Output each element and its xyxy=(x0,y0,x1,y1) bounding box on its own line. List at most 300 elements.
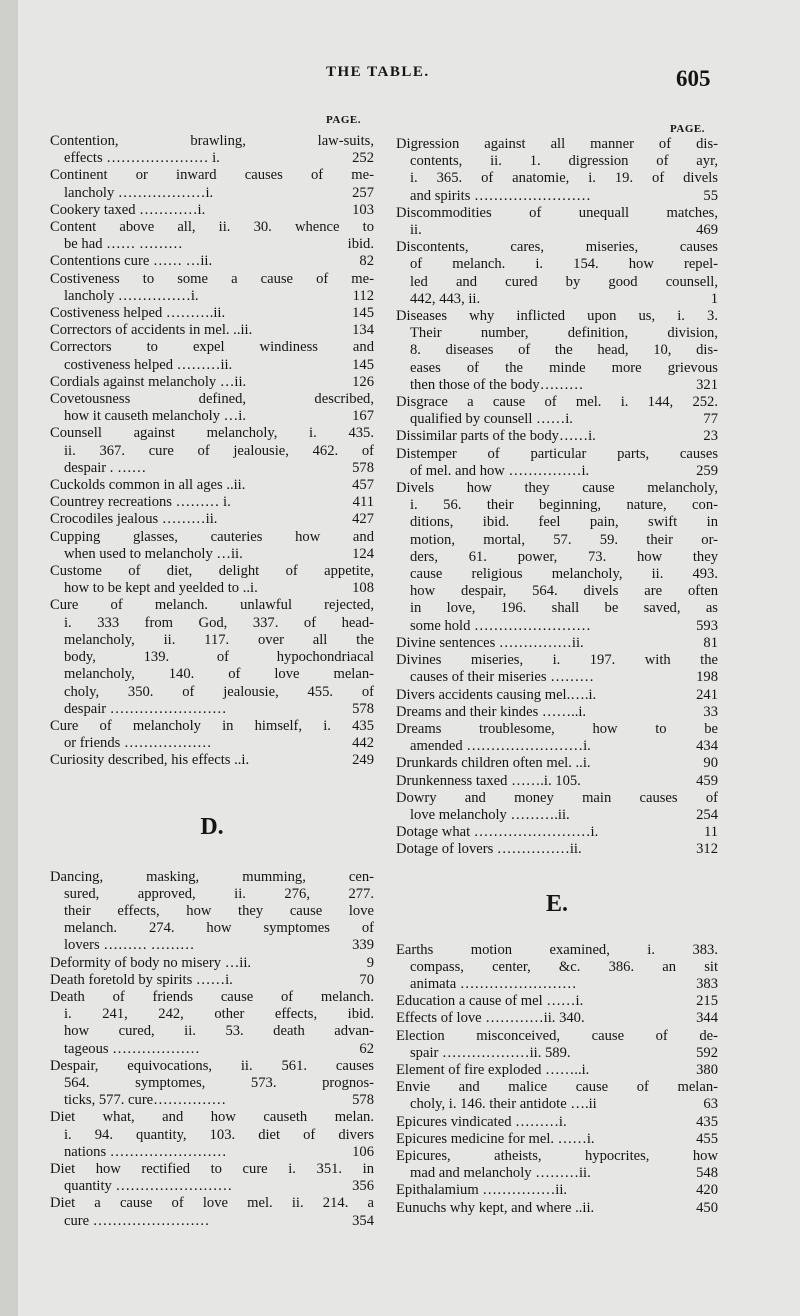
index-entry-text: compass, center, &c. 386. an sit xyxy=(410,958,718,975)
index-entry-continuation-line xyxy=(50,580,374,597)
index-entry-text: mad and melancholy ………ii. xyxy=(410,1165,591,1182)
index-entry-page-ref: 420 xyxy=(696,1182,718,1199)
index-entry-heading-line xyxy=(50,1161,374,1178)
index-entry-text: Divers accidents causing mel.….i. xyxy=(396,686,597,703)
index-entry xyxy=(396,790,718,824)
index-entry-text: Earths motion examined, i. 383. xyxy=(396,941,718,958)
index-entry-page-ref: 249 xyxy=(352,752,374,769)
index-entry-text: effects ………………… i. xyxy=(64,150,220,167)
index-entry-continuation-line xyxy=(396,738,718,755)
index-entry-heading-line xyxy=(50,305,374,322)
index-entry xyxy=(396,721,718,755)
index-entry-heading-line xyxy=(50,374,374,391)
index-entry-continuation-line xyxy=(396,222,718,239)
index-entry-text: Cure of melancholy in himself, i. 435 xyxy=(50,717,374,734)
index-entry-continuation-line xyxy=(50,1006,374,1023)
index-entry-heading-line xyxy=(396,635,718,652)
index-entry-text: of mel. and how ……………i. xyxy=(410,462,590,479)
index-entry-text: their effects, how they cause love xyxy=(64,902,374,919)
index-entry-continuation-line xyxy=(396,976,718,993)
index-entry-text: how cured, ii. 53. death advan- xyxy=(64,1023,374,1040)
index-entry-page-ref: 321 xyxy=(696,376,718,393)
index-entry-heading-line xyxy=(50,494,374,511)
index-entry-page-ref: 434 xyxy=(696,738,718,755)
index-entry-heading-line xyxy=(396,1131,718,1148)
index-entry-text: Discommodities of unequall matches, xyxy=(396,204,718,221)
index-entry-continuation-line xyxy=(396,618,718,635)
index-entry xyxy=(50,1161,374,1195)
index-entry-continuation-line xyxy=(396,959,718,976)
index-entry-continuation-line xyxy=(50,615,374,632)
index-entry xyxy=(50,391,374,425)
index-entry xyxy=(50,494,374,511)
index-entry-text: lovers ……… ……… xyxy=(64,937,195,954)
index-entry-page-ref: 578 xyxy=(352,1092,374,1109)
index-entry-heading-line xyxy=(396,652,718,669)
index-entry-page-ref: 126 xyxy=(352,373,374,390)
index-entry-text: Counsell against melancholy, i. 435. xyxy=(50,425,374,442)
index-entry-text: how despair, 564. divels are often xyxy=(410,583,718,600)
index-entry-text: i. 365. of anatomie, i. 19. of divels xyxy=(410,170,718,187)
index-entry-continuation-line xyxy=(50,666,374,683)
index-entry-page-ref: 450 xyxy=(696,1199,718,1216)
index-entry xyxy=(396,704,718,721)
index-entry-text: be had …… ……… xyxy=(64,236,183,253)
index-entry-text: Dreams troublesome, how to be xyxy=(396,720,718,737)
index-entry-page-ref: 33 xyxy=(703,703,718,720)
index-entry-continuation-line xyxy=(50,150,374,167)
index-entry xyxy=(396,942,718,994)
index-entry-page-ref: 198 xyxy=(696,669,718,686)
index-entry-text: body, 139. of hypochondriacal xyxy=(64,649,374,666)
index-entry-text: and spirits …………………… xyxy=(410,187,591,204)
index-entry-text: Crocodiles jealous ………ii. xyxy=(50,511,218,528)
index-entry-page-ref: 344 xyxy=(696,1010,718,1027)
index-entry-text: Diet how rectified to cure i. 351. in xyxy=(50,1160,374,1177)
index-entry-text: cause religious melancholy, ii. 493. xyxy=(410,566,718,583)
index-entry-text: led and cured by good counsell, xyxy=(410,273,718,290)
index-entry-text: Custome of diet, delight of appetite, xyxy=(50,563,374,580)
index-entry-heading-line xyxy=(396,790,718,807)
index-entry-heading-line xyxy=(396,446,718,463)
index-entry-continuation-line xyxy=(50,903,374,920)
index-entry-continuation-line xyxy=(50,236,374,253)
index-entry-continuation-line xyxy=(50,1144,374,1161)
index-entry-continuation-line xyxy=(396,532,718,549)
index-entry xyxy=(50,752,374,769)
index-entry-heading-line xyxy=(50,391,374,408)
index-entry-continuation-line xyxy=(396,1096,718,1113)
index-entry xyxy=(50,219,374,253)
index-entry-text: Drunkenness taxed …….i. 105. xyxy=(396,772,581,789)
index-entry-page-ref: 354 xyxy=(352,1212,374,1229)
index-column-left xyxy=(50,133,374,1230)
index-entry-text: Distemper of particular parts, causes xyxy=(396,445,718,462)
index-entry xyxy=(50,133,374,167)
index-entry-text: or friends ……………… xyxy=(64,735,212,752)
index-entry xyxy=(50,563,374,597)
index-entry-text: Disgrace a cause of mel. i. 144, 252. xyxy=(396,394,718,411)
index-entry-text: despair …………………… xyxy=(64,700,227,717)
index-entry-text: in love, 196. shall be saved, as xyxy=(410,600,718,617)
index-entry xyxy=(50,869,374,955)
index-entry-continuation-line xyxy=(50,288,374,305)
index-entry xyxy=(50,718,374,752)
index-entry-heading-line xyxy=(396,205,718,222)
index-entry-text: Dotage of lovers ……………ii. xyxy=(396,841,582,858)
index-entry-heading-line xyxy=(396,394,718,411)
index-entry xyxy=(396,773,718,790)
index-entry-continuation-line xyxy=(396,377,718,394)
index-entry-continuation-line xyxy=(396,463,718,480)
index-entry-continuation-line xyxy=(50,920,374,937)
index-entry-text: Envie and malice cause of melan- xyxy=(396,1079,718,1096)
index-entry-page-ref: 106 xyxy=(352,1143,374,1160)
index-entry xyxy=(50,1109,374,1161)
index-entry xyxy=(396,394,718,428)
index-entry-text: choly, i. 146. their antidote ….ii xyxy=(410,1096,597,1113)
index-entry-text: Continent or inward causes of me- xyxy=(50,167,374,184)
index-entry-page-ref: ibid. xyxy=(347,236,374,253)
index-entry-text: Education a cause of mel ……i. xyxy=(396,993,584,1010)
index-entry-page-ref: 455 xyxy=(696,1130,718,1147)
index-entry xyxy=(396,993,718,1010)
index-entry-page-ref: 442 xyxy=(352,735,374,752)
index-entry-text: i. 56. their beginning, nature, con- xyxy=(410,497,718,514)
index-entry-text: i. 241, 242, other effects, ibid. xyxy=(64,1006,374,1023)
index-entry-text: how it causeth melancholy …i. xyxy=(64,408,246,425)
index-entry-text: tageous ……………… xyxy=(64,1040,200,1057)
index-entry-heading-line xyxy=(50,425,374,442)
index-entry-heading-line xyxy=(396,239,718,256)
index-entry-text: causes of their miseries ……… xyxy=(410,669,594,686)
index-entry-page-ref: 578 xyxy=(352,700,374,717)
index-entry-continuation-line xyxy=(396,274,718,291)
index-entry-heading-line xyxy=(50,477,374,494)
index-entry-text: Deformity of body no misery …ii. xyxy=(50,954,252,971)
index-entry xyxy=(50,955,374,972)
index-entry-page-ref: 1 xyxy=(710,290,718,307)
index-entry-text: despair . …… xyxy=(64,459,147,476)
index-entry-text: i. 94. quantity, 103. diet of divers xyxy=(64,1126,374,1143)
index-entry-text: Dotage what ……………………i. xyxy=(396,824,599,841)
index-entry-page-ref: 252 xyxy=(352,150,374,167)
index-entry-heading-line xyxy=(396,1148,718,1165)
index-entry xyxy=(396,446,718,480)
index-entry-continuation-line xyxy=(396,583,718,600)
index-entry-continuation-line xyxy=(396,1045,718,1062)
index-entry xyxy=(50,322,374,339)
index-entry-text: of melanch. i. 154. how repel- xyxy=(410,256,718,273)
index-entry-heading-line xyxy=(50,989,374,1006)
index-entry xyxy=(50,511,374,528)
index-entry-heading-line xyxy=(396,1114,718,1131)
index-entry-text: Dreams and their kindes ……..i. xyxy=(396,703,587,720)
index-entry-heading-line xyxy=(50,529,374,546)
index-entry-text: Eunuchs why kept, and where ..ii. xyxy=(396,1199,595,1216)
index-entry-text: ii. 367. cure of jealousie, 462. of xyxy=(64,442,374,459)
index-entry-heading-line xyxy=(396,1028,718,1045)
index-entry-continuation-line xyxy=(396,188,718,205)
index-entry-page-ref: 70 xyxy=(359,971,374,988)
index-entry-continuation-line xyxy=(50,1023,374,1040)
index-entry-heading-line xyxy=(50,1109,374,1126)
index-entry xyxy=(50,529,374,563)
index-entry xyxy=(396,428,718,445)
index-entry-page-ref: 257 xyxy=(352,184,374,201)
index-entry-continuation-line xyxy=(50,886,374,903)
index-entry-heading-line xyxy=(396,480,718,497)
index-entry-heading-line xyxy=(396,136,718,153)
index-entry-continuation-line xyxy=(396,325,718,342)
running-title: THE TABLE. xyxy=(326,64,430,80)
index-entry-continuation-line xyxy=(50,443,374,460)
index-entry xyxy=(50,1058,374,1110)
index-entry-heading-line xyxy=(50,955,374,972)
index-entry-text: Cupping glasses, cauteries how and xyxy=(50,528,374,545)
index-entry-page-ref: 241 xyxy=(696,686,718,703)
index-entry-text: Cuckolds common in all ages ..ii. xyxy=(50,477,246,494)
index-entry-text: amended ……………………i. xyxy=(410,738,591,755)
index-entry xyxy=(50,989,374,1058)
index-entry-heading-line xyxy=(50,219,374,236)
index-entry-heading-line xyxy=(50,133,374,150)
index-entry-text: when used to melancholy …ii. xyxy=(64,545,243,562)
index-entry-page-ref: 356 xyxy=(352,1178,374,1195)
index-entry-heading-line xyxy=(50,972,374,989)
index-entry-continuation-line xyxy=(396,291,718,308)
index-entry-text: Their number, definition, division, xyxy=(410,325,718,342)
index-entry-text: Dancing, masking, mumming, cen- xyxy=(50,868,374,885)
index-entry-text: then those of the body……… xyxy=(410,376,584,393)
index-entry-text: sured, approved, ii. 276, 277. xyxy=(64,885,374,902)
index-entry xyxy=(50,477,374,494)
index-entry-heading-line xyxy=(396,1079,718,1096)
index-entry-text: nations …………………… xyxy=(64,1143,227,1160)
index-entry-text: Covetousness defined, described, xyxy=(50,391,374,408)
index-entry-continuation-line xyxy=(50,1075,374,1092)
index-entry-text: ii. xyxy=(410,222,422,239)
index-section-d xyxy=(50,869,374,1230)
index-entry-text: costiveness helped ………ii. xyxy=(64,356,233,373)
index-entry-page-ref: 259 xyxy=(696,462,718,479)
index-entry-text: Divels how they cause melancholy, xyxy=(396,480,718,497)
index-entry-continuation-line xyxy=(50,1127,374,1144)
index-entry-continuation-line xyxy=(396,411,718,428)
index-entry-text: 564. symptomes, 573. prognos- xyxy=(64,1074,374,1091)
index-entry-text: Curiosity described, his effects ..i. xyxy=(50,752,250,769)
index-entry xyxy=(396,755,718,772)
index-entry-page-ref: 103 xyxy=(352,201,374,218)
index-entry-continuation-line xyxy=(396,170,718,187)
index-entry xyxy=(396,136,718,205)
index-entry-page-ref: 81 xyxy=(703,634,718,651)
index-entry-heading-line xyxy=(50,869,374,886)
index-section-c xyxy=(50,133,374,770)
index-entry-text: Discontents, cares, miseries, causes xyxy=(396,239,718,256)
index-entry xyxy=(50,339,374,373)
index-entry-text: Dissimilar parts of the body……i. xyxy=(396,428,596,445)
index-entry-text: lancholy ……………i. xyxy=(64,287,199,304)
index-entry-heading-line xyxy=(396,1062,718,1079)
index-entry xyxy=(50,425,374,477)
index-entry-page-ref: 469 xyxy=(696,222,718,239)
index-entry-text: how to be kept and yeelded to ..i. xyxy=(64,580,258,597)
index-entry-continuation-line xyxy=(50,357,374,374)
index-entry-text: Correctors of accidents in mel. ..ii. xyxy=(50,322,253,339)
index-entry xyxy=(50,374,374,391)
index-entry-page-ref: 435 xyxy=(696,1113,718,1130)
index-entry-continuation-line xyxy=(396,342,718,359)
index-entry-text: Correctors to expel windiness and xyxy=(50,339,374,356)
index-entry xyxy=(396,205,718,239)
index-entry-heading-line xyxy=(50,511,374,528)
index-entry-text: lancholy ………………i. xyxy=(64,184,214,201)
page-gutter xyxy=(0,0,18,1316)
index-entry-text: some hold …………………… xyxy=(410,617,591,634)
index-entry-continuation-line xyxy=(396,669,718,686)
index-entry-text: Divine sentences ……………ii. xyxy=(396,634,584,651)
index-entry-text: Cordials against melancholy …ii. xyxy=(50,373,247,390)
index-entry-text: ders, 61. power, 73. how they xyxy=(410,548,718,565)
index-entry-text: quantity …………………… xyxy=(64,1178,233,1195)
index-entry-text: Costiveness to some a cause of me- xyxy=(50,270,374,287)
index-entry-page-ref: 108 xyxy=(352,580,374,597)
index-entry-page-ref: 592 xyxy=(696,1044,718,1061)
section-letter-d: D. xyxy=(200,813,224,840)
index-entry-continuation-line xyxy=(50,735,374,752)
index-entry-heading-line xyxy=(50,718,374,735)
index-entry-heading-line xyxy=(50,597,374,614)
index-entry-continuation-line xyxy=(396,566,718,583)
index-entry-heading-line xyxy=(396,704,718,721)
index-entry-page-ref: 11 xyxy=(703,824,718,841)
index-entry xyxy=(50,305,374,322)
index-entry-heading-line xyxy=(50,339,374,356)
index-entry xyxy=(50,1195,374,1229)
index-entry xyxy=(396,1148,718,1182)
index-entry-heading-line xyxy=(396,942,718,959)
index-entry-text: spair ………………ii. 589. xyxy=(410,1044,571,1061)
index-entry xyxy=(396,841,718,858)
index-entry-continuation-line xyxy=(50,684,374,701)
index-entry xyxy=(50,253,374,270)
index-entry-continuation-line xyxy=(50,701,374,718)
index-entry-heading-line xyxy=(396,1182,718,1199)
index-entry-text: motion, mortal, 57. 59. their or- xyxy=(410,531,718,548)
index-entry xyxy=(396,1182,718,1199)
index-entry xyxy=(50,271,374,305)
index-entry-continuation-line xyxy=(396,256,718,273)
index-entry-heading-line xyxy=(396,773,718,790)
index-entry-heading-line xyxy=(396,841,718,858)
index-entry-heading-line xyxy=(50,1058,374,1075)
index-entry-heading-line xyxy=(396,308,718,325)
index-entry xyxy=(396,239,718,308)
index-entry-continuation-line xyxy=(50,1213,374,1230)
index-entry-page-ref: 548 xyxy=(696,1165,718,1182)
index-entry-page-ref: 134 xyxy=(352,322,374,339)
index-entry-text: Despair, equivocations, ii. 561. causes xyxy=(50,1057,374,1074)
index-entry-page-ref: 254 xyxy=(696,806,718,823)
index-entry xyxy=(396,480,718,635)
index-entry-heading-line xyxy=(50,563,374,580)
index-entry-text: 8. diseases of the head, 10, dis- xyxy=(410,342,718,359)
index-entry-text: cure …………………… xyxy=(64,1212,210,1229)
index-entry xyxy=(396,652,718,686)
index-entry-heading-line xyxy=(50,202,374,219)
index-section-e xyxy=(396,942,718,1217)
index-entry-heading-line xyxy=(50,1195,374,1212)
index-entry-continuation-line xyxy=(396,497,718,514)
index-entry-text: animata …………………… xyxy=(410,975,577,992)
index-entry-text: Epithalamium ……………ii. xyxy=(396,1182,568,1199)
index-entry-text: ticks, 577. cure…………… xyxy=(64,1092,227,1109)
index-entry-text: melanch. 274. how symptomes of xyxy=(64,920,374,937)
index-column-right xyxy=(396,136,718,1217)
index-entry-page-ref: 55 xyxy=(703,187,718,204)
index-entry xyxy=(50,972,374,989)
index-entry-page-ref: 167 xyxy=(352,408,374,425)
index-entry xyxy=(396,635,718,652)
page-column-header-left: PAGE. xyxy=(326,114,361,126)
index-entry-page-ref: 383 xyxy=(696,975,718,992)
index-entry-page-ref: 427 xyxy=(352,511,374,528)
index-section-d-continued xyxy=(396,136,718,859)
index-entry-page-ref: 459 xyxy=(696,772,718,789)
index-entry xyxy=(50,202,374,219)
index-entry-text: ditions, ibid. feel pain, swift in xyxy=(410,514,718,531)
index-entry-page-ref: 339 xyxy=(352,937,374,954)
index-entry-heading-line xyxy=(50,253,374,270)
index-entry-page-ref: 312 xyxy=(696,841,718,858)
index-entry-page-ref: 124 xyxy=(352,545,374,562)
index-entry-text: choly, 350. of jealousie, 455. of xyxy=(64,683,374,700)
index-entry-text: Divines miseries, i. 197. with the xyxy=(396,652,718,669)
index-entry-text: Death foretold by spirits ……i. xyxy=(50,971,233,988)
index-entry-continuation-line xyxy=(396,807,718,824)
index-entry-continuation-line xyxy=(50,1092,374,1109)
index-entry xyxy=(396,308,718,394)
index-entry-continuation-line xyxy=(50,460,374,477)
index-entry-text: Epicures vindicated ………i. xyxy=(396,1113,567,1130)
index-entry-page-ref: 593 xyxy=(696,617,718,634)
index-entry-continuation-line xyxy=(396,1165,718,1182)
index-entry-continuation-line xyxy=(50,408,374,425)
index-entry xyxy=(50,167,374,201)
index-entry-page-ref: 145 xyxy=(352,305,374,322)
index-entry xyxy=(396,1079,718,1113)
index-entry-text: Drunkards children often mel. ..i. xyxy=(396,755,591,772)
index-entry-text: contents, ii. 1. digression of ayr, xyxy=(410,153,718,170)
index-entry-heading-line xyxy=(396,1010,718,1027)
index-entry xyxy=(396,687,718,704)
index-entry-heading-line xyxy=(396,721,718,738)
index-entry-heading-line xyxy=(396,993,718,1010)
index-entry-page-ref: 215 xyxy=(696,993,718,1010)
index-entry-text: eases of the minde more grievous xyxy=(410,359,718,376)
index-entry-page-ref: 145 xyxy=(352,356,374,373)
index-entry-continuation-line xyxy=(396,514,718,531)
index-entry-text: qualified by counsell ……i. xyxy=(410,411,573,428)
index-entry-text: Contention, brawling, law-suits, xyxy=(50,133,374,149)
index-entry xyxy=(396,1062,718,1079)
index-entry-text: Election misconceived, cause of de- xyxy=(396,1027,718,1044)
index-entry-page-ref: 90 xyxy=(703,755,718,772)
page-number: 605 xyxy=(676,66,711,91)
index-entry xyxy=(396,824,718,841)
index-entry-continuation-line xyxy=(50,546,374,563)
